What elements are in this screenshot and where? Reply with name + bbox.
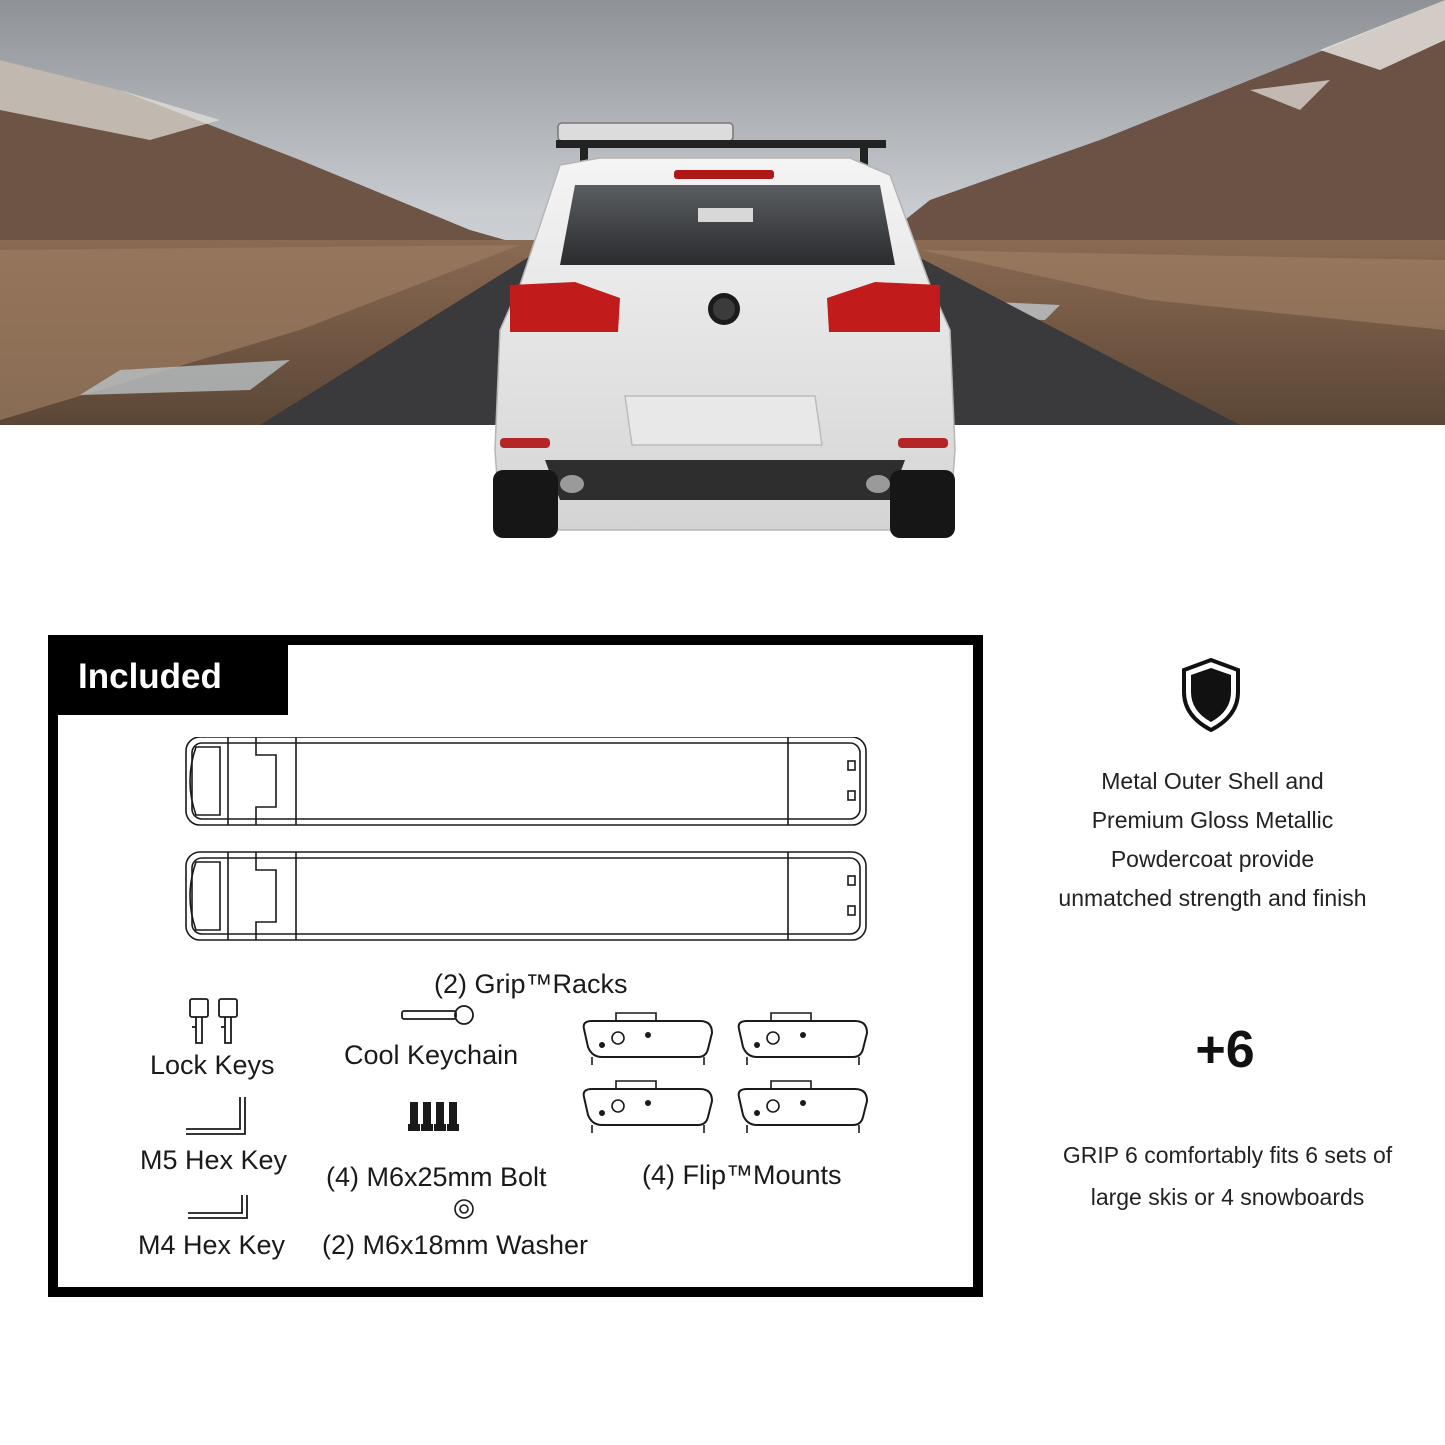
car-with-rack [493,123,955,538]
m5-hex-key-icon [184,1093,250,1137]
racks-label: (2) Grip™Racks [434,969,628,999]
rack-1 [186,737,866,825]
hero-image [0,0,1445,560]
washer-label: (2) M6x18mm Washer [322,1230,589,1260]
included-heading: Included [58,645,288,715]
washer-icon [452,1197,476,1221]
m4-hex-key-label: M4 Hex Key [138,1230,286,1260]
m4-hex-key-icon [186,1193,252,1223]
keychain-icon [400,1003,480,1029]
included-contents-box [48,635,983,1297]
lock-keys-label: Lock Keys [150,1050,275,1080]
flip-mounts-icon [580,1007,880,1142]
flip-mounts-label: (4) Flip™Mounts [642,1160,842,1190]
shield-icon [1180,658,1242,732]
keychain-label: Cool Keychain [344,1040,519,1070]
feature-panel [1010,620,1410,1390]
lock-keys-icon [186,997,246,1049]
bolt-label: (4) M6x25mm Bolt [326,1162,547,1192]
capacity-badge: +6 [1195,1021,1255,1079]
m5-hex-key-label: M5 Hex Key [140,1145,288,1175]
rack-2 [186,852,866,940]
capacity-feature-text: GRIP 6 comfortably fits 6 sets of large skis or 4 snowboards [1062,1142,1393,1210]
grip-racks-illustration [168,737,868,957]
bolts-icon [408,1100,463,1134]
shell-feature-text: Metal Outer Shell and Premium Gloss Metallic Powdercoat provide unmatched strength and finish [1058,768,1367,911]
